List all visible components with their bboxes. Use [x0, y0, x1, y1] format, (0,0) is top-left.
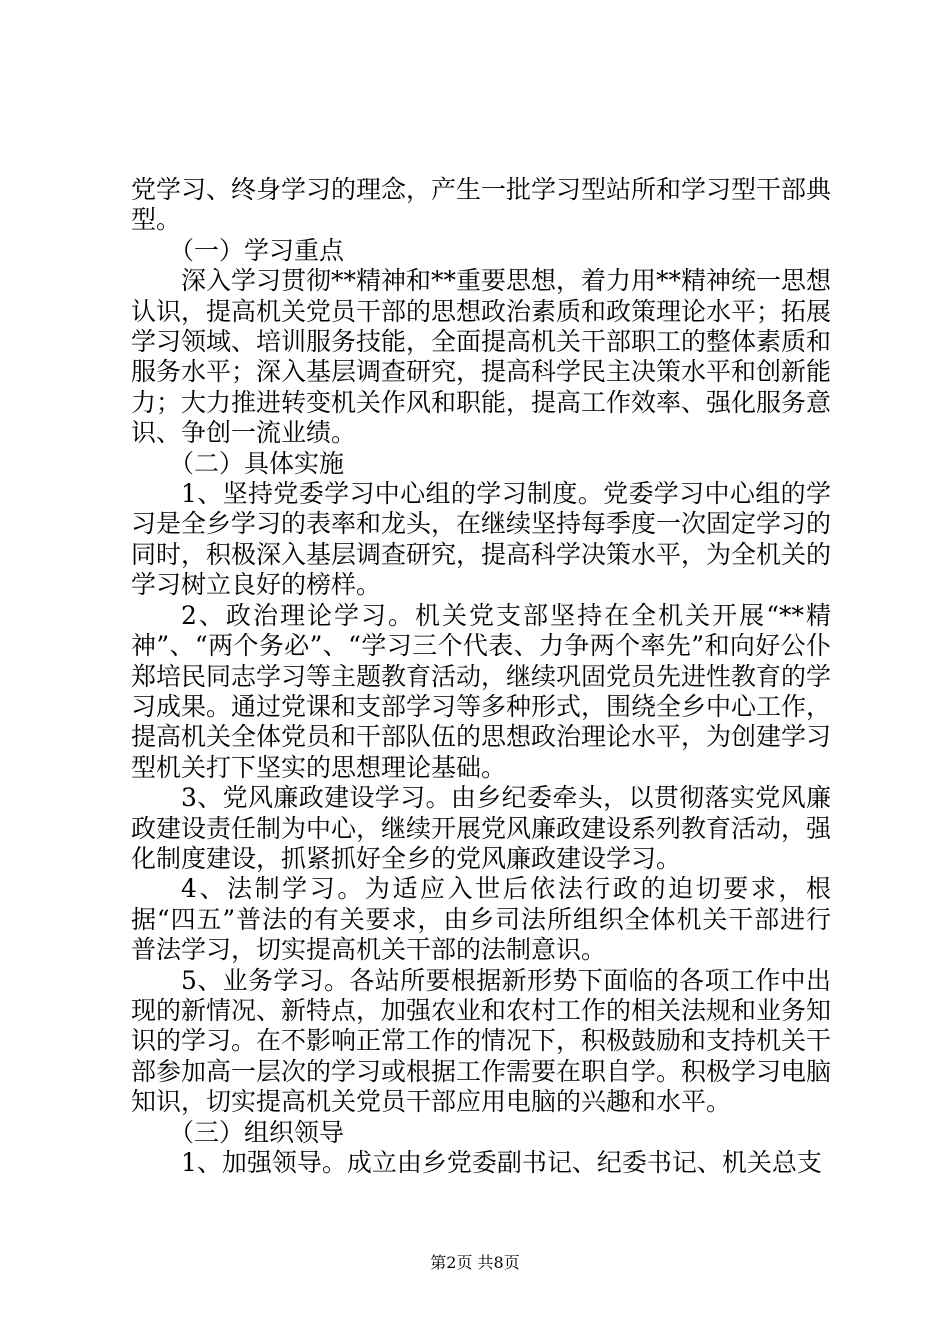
document-body — [131, 175, 831, 1178]
section-heading-study-focus: （一）学习重点 — [169, 235, 345, 265]
section-heading-implementation: （二）具体实施 — [169, 448, 345, 478]
section-heading-leadership: （三）组织领导 — [169, 1117, 345, 1147]
paragraph-item-5: 5、业务学习。各站所要根据新形势下面临的各项工作中出现的新情况、新特点，加强农业和农村工作的相关法规和业务知识的学习。在不影响正常工作的情况下，积极鼓励和支持机关干部参加高一层次的学习或根据工作需要在职自学。积极学习电脑知识，切实提高机关党员干部应用电脑的兴趣和水平。 — [131, 965, 832, 1117]
paragraph-study-focus: 深入学习贯彻**精神和**重要思想，着力用**精神统一思想认识，提高机关党员干部的思想政治素质和政策理论水平；拓展学习领域、培训服务技能，全面提高机关干部职工的整体素质和服务水平；深入基层调查研究，提高科学民主决策水平和创新能力；大力推进转变机关作风和职能，提高工作效率、强化服务意识、争创一流业绩。 — [131, 266, 832, 448]
page-number-footer: 第2页 共8页 — [430, 1253, 520, 1272]
paragraph-continuation: 党学习、终身学习的理念，产生一批学习型站所和学习型干部典型。 — [131, 175, 832, 235]
paragraph-item-1: 1、坚持党委学习中心组的学习制度。党委学习中心组的学习是全乡学习的表率和龙头，在继续坚持每季度一次固定学习的同时，积极深入基层调查研究，提高科学决策水平，为全机关的学习树立良好的榜样。 — [131, 479, 832, 600]
paragraph-leadership-1: 1、加强领导。成立由乡党委副书记、纪委书记、机关总支 — [181, 1148, 822, 1177]
paragraph-item-4: 4、法制学习。为适应入世后依法行政的迫切要求，根据“四五”普法的有关要求，由乡司法所组织全体机关干部进行普法学习，切实提高机关干部的法制意识。 — [131, 874, 831, 965]
paragraph-item-2: 2、政治理论学习。机关党支部坚持在全机关开展“**精神”、“两个务必”、“学习三个代表、力争两个率先”和向好公仆郑培民同志学习等主题教育活动，继续巩固党员先进性教育的学习成果。通过党课和支部学习等多种形式，围绕全乡中心工作，提高机关全体党员和干部队伍的思想政治理论水平，为创建学习型机关打下坚实的思想理论基础。 — [131, 600, 832, 782]
paragraph-item-3: 3、党风廉政建设学习。由乡纪委牵头，以贯彻落实党风廉政建设责任制为中心，继续开展党风廉政建设系列教育活动，强化制度建设，抓紧抓好全乡的党风廉政建设学习。 — [131, 783, 832, 873]
